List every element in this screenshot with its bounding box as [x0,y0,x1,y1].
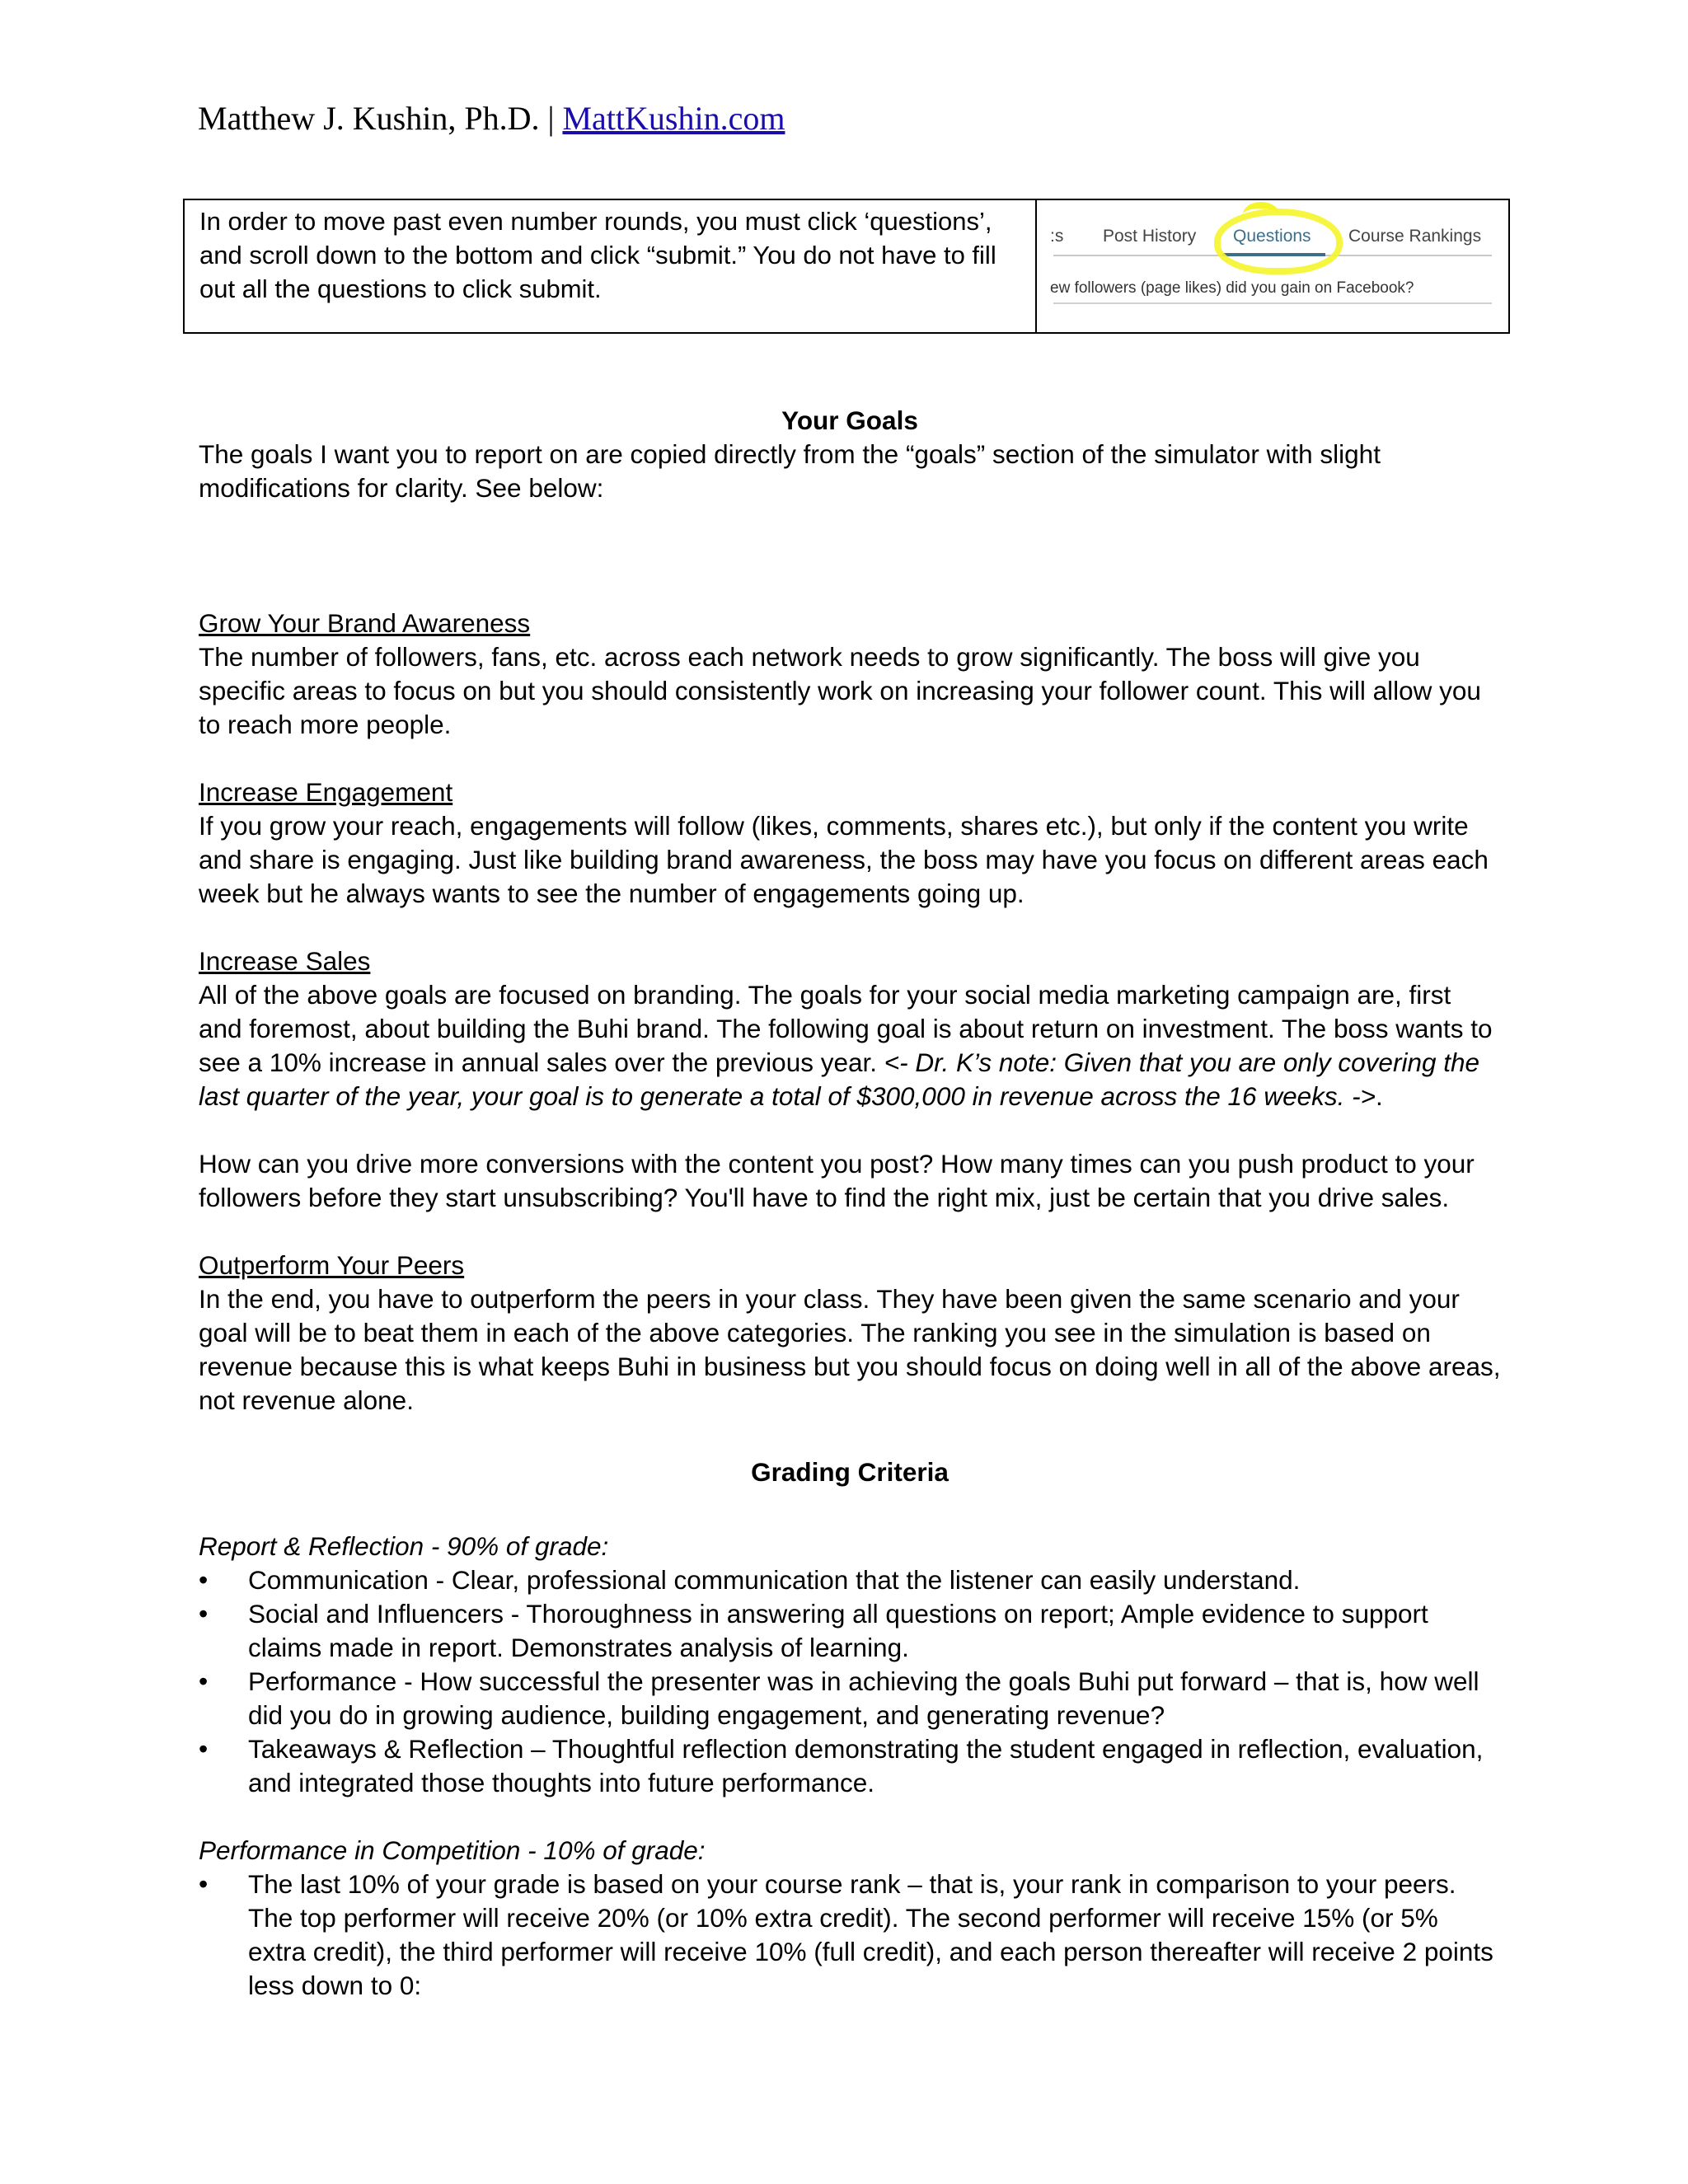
document-body [199,396,1501,2003]
goals-intro: The goals I want you to report on are copied directly from the “goals” section of the simulator with slight modifications for clarity. See below: [199,439,1381,503]
competition-criteria-list [199,1868,1501,2003]
sales-note: <- Dr. K’s note: Given that you are only covering the last quarter of the year, your goal is to generate a total of $300,000 in revenue across the 16 weeks. -> [199,1047,1480,1111]
note-box [183,199,1510,334]
site-link[interactable]: MattKushin.com [562,100,785,137]
sales-body-paragraph [199,978,1501,1113]
list-item: • Takeaways & Reflection – Thoughtful reflection demonstrating the student engaged in reflection, evaluation, and integrated those thoughts into future performance. [199,1732,1501,1800]
competition-heading: Performance in Competition - 10% of grade: [199,1835,706,1865]
grading-title: Grading Criteria [751,1457,949,1487]
sales-heading: Increase Sales [199,946,371,976]
author-name: Matthew J. Kushin, Ph.D. | [198,100,563,137]
questions-tab-screenshot [1037,200,1508,332]
goals-title: Your Goals [781,405,918,435]
engagement-body: If you grow your reach, engagements will follow (likes, comments, shares etc.), but only if the content you write and share is engaging. Just like building brand awareness, the boss may have you focus on different areas each week but he always wants to see the number of engagements going up. [199,811,1489,908]
report-heading: Report & Reflection - 90% of grade: [199,1531,609,1561]
screenshot-question-divider [1053,302,1492,304]
brand-awareness-heading: Grow Your Brand Awareness [199,608,531,638]
list-item: • The last 10% of your grade is based on your course rank – that is, your rank in comparison to your peers. The top performer will receive 20% (or 10% extra credit). The second performer will receive 15% (or 5% extra credit), the third performer will receive 10% (full credit), and each person thereafter will receive 2 points less down to 0: [199,1868,1501,2003]
engagement-heading: Increase Engagement [199,777,453,807]
screenshot-tab-post-history: Post History [1103,227,1197,246]
report-criteria-list [199,1563,1501,1800]
screenshot-question: ew followers (page likes) did you gain on Facebook? [1050,279,1414,297]
peers-heading: Outperform Your Peers [199,1250,465,1280]
sales-followup: How can you drive more conversions with the content you post? How many times can you push product to your followers before they start unsubscribing? You'll have to find the right mix, just be certain that you drive sales. [199,1149,1475,1212]
list-item: • Performance - How successful the presenter was in achieving the goals Buhi put forward – that is, how well did you do in growing audience, building engagement, and generating revenue? [199,1665,1501,1732]
screenshot-tab-partial: :s [1050,227,1064,246]
screenshot-tab-course-rankings: Course Rankings [1348,227,1482,246]
page-header [198,97,785,140]
brand-awareness-body: The number of followers, fans, etc. across each network needs to grow significantly. The boss will give you specific areas to focus on but you should consistently work on increasing your follower count. This will allow you to reach more people. [199,642,1481,739]
list-item: • Communication - Clear, professional communication that the listener can easily understand. [199,1563,1501,1597]
list-item: • Social and Influencers - Thoroughness in answering all questions on report; Ample evidence to support claims made in report. Demonstrates analysis of learning. [199,1597,1501,1665]
sales-note-end: . [1376,1081,1383,1111]
peers-body: In the end, you have to outperform the peers in your class. They have been given the same scenario and your goal will be to beat them in each of the above categories. The ranking you see in the simulation is based on revenue because this is what keeps Buhi in business but you should focus on doing well in all of the above areas, not revenue alone. [199,1284,1501,1415]
highlight-circle [1214,209,1343,274]
screenshot-tab-questions: Questions [1233,227,1311,246]
sales-body: All of the above goals are focused on branding. The goals for your social media marketing campaign are, first and foremost, about building the Buhi brand. The following goal is about return on investment. The boss wants to see a 10% increase in annual sales over the previous year. [199,980,1493,1077]
highlight-stroke [1243,202,1279,227]
note-text: In order to move past even number rounds, you must click ‘questions’, and scroll down to the bottom and click “submit.” You do not have to fill out all the questions to click submit. [185,200,1037,332]
